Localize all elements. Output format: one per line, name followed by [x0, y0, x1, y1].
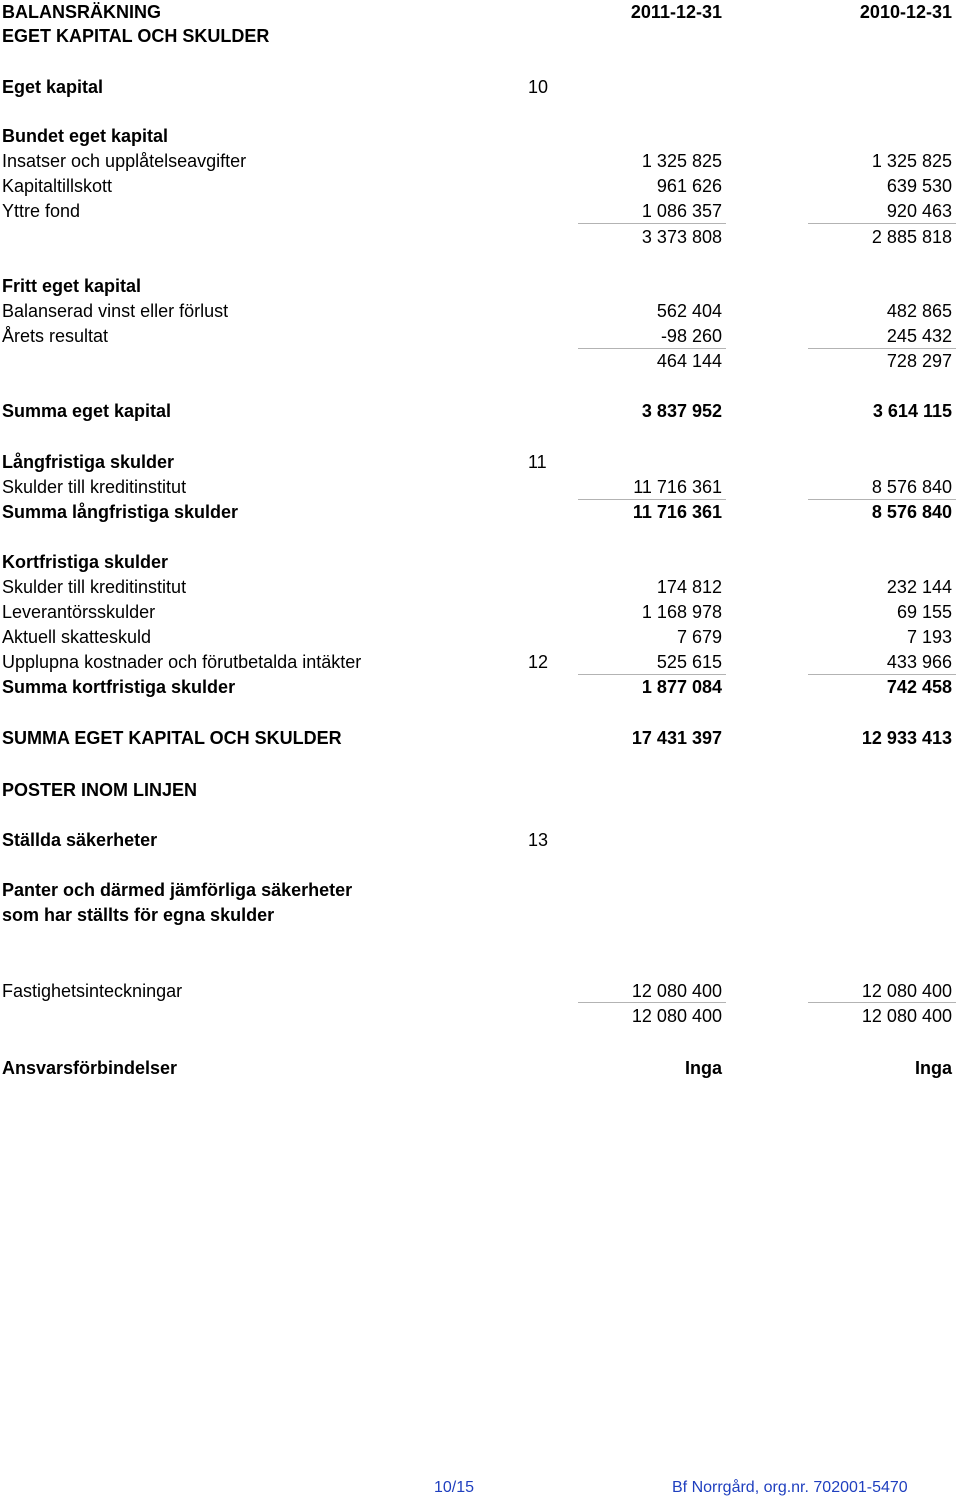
value-2010: 12 933 413 [861, 728, 952, 748]
underline [808, 348, 956, 349]
table-row [0, 299, 960, 324]
table-row [0, 625, 960, 650]
row-label: Bundet eget kapital [2, 126, 169, 146]
row-label: Eget kapital [2, 77, 104, 97]
table-row [0, 1056, 960, 1081]
organization-info: Bf Norrgård, org.nr. 702001-5470 [672, 1479, 908, 1496]
underline [578, 499, 726, 500]
row-label: Yttre fond [2, 201, 81, 221]
value-2010: 8 576 840 [871, 502, 952, 522]
value-2010: 12 080 400 [861, 981, 952, 1001]
value-2010: 920 463 [886, 201, 952, 221]
note-number: 12 [528, 652, 549, 672]
row-label: Årets resultat [2, 326, 109, 346]
row-label: Summa eget kapital [2, 401, 172, 421]
header-row [0, 0, 960, 25]
row-label: Fritt eget kapital [2, 276, 142, 296]
underline [578, 348, 726, 349]
row-label: Kortfristiga skulder [2, 552, 169, 572]
row-label: Aktuell skatteskuld [2, 627, 152, 647]
subtotal-row [0, 225, 960, 250]
row-label: Ansvarsförbindelser [2, 1058, 178, 1078]
table-row [0, 828, 960, 853]
value-2011: 1 086 357 [641, 201, 722, 221]
column-header-2011: 2011-12-31 [630, 2, 722, 22]
table-row [0, 75, 960, 100]
value-2011: 1 168 978 [641, 602, 722, 622]
value-2011: 12 080 400 [631, 1006, 722, 1026]
row-label: Balanserad vinst eller förlust [2, 301, 229, 321]
value-2011: 1 877 084 [641, 677, 722, 697]
value-2010: 12 080 400 [861, 1006, 952, 1026]
row-label: Panter och därmed jämförliga säkerheter [2, 880, 353, 900]
underline [578, 674, 726, 675]
table-row [0, 324, 960, 349]
row-label: Leverantörsskulder [2, 602, 156, 622]
underline [808, 1002, 956, 1003]
value-2010: 2 885 818 [871, 227, 952, 247]
underline [808, 674, 956, 675]
row-label: POSTER INOM LINJEN [2, 780, 198, 800]
value-2011: 11 716 361 [633, 477, 722, 497]
value-2011: 1 325 825 [641, 151, 722, 171]
value-2010: 482 865 [886, 301, 952, 321]
table-row [0, 575, 960, 600]
row-label: Insatser och upplåtelseavgifter [2, 151, 247, 171]
note-number: 13 [528, 830, 549, 850]
value-2010: 7 193 [906, 627, 952, 647]
row-label: SUMMA EGET KAPITAL OCH SKULDER [2, 728, 342, 748]
value-2010: 245 432 [886, 326, 952, 346]
table-row [0, 650, 960, 675]
document-subtitle: EGET KAPITAL OCH SKULDER [2, 26, 270, 46]
value-2011: 562 404 [656, 301, 722, 321]
column-header-2010: 2010-12-31 [859, 2, 952, 22]
value-2011: 7 679 [676, 627, 722, 647]
table-row [0, 550, 960, 575]
table-row [0, 124, 960, 149]
table-row [0, 174, 960, 199]
value-2010: 1 325 825 [871, 151, 952, 171]
row-label: Kapitaltillskott [2, 176, 113, 196]
row-label: Fastighetsinteckningar [2, 981, 183, 1001]
row-label: Summa långfristiga skulder [2, 502, 239, 522]
value-2010: 232 144 [886, 577, 952, 597]
value-2011: 174 812 [656, 577, 722, 597]
total-row [0, 675, 960, 700]
section-heading [0, 878, 960, 903]
value-2010: 728 297 [886, 351, 952, 371]
subtotal-row [0, 1004, 960, 1029]
row-label: Ställda säkerheter [2, 830, 158, 850]
table-row [0, 475, 960, 500]
total-row [0, 500, 960, 525]
row-label: Upplupna kostnader och förutbetalda intäkter [2, 652, 362, 672]
row-label: Skulder till kreditinstitut [2, 477, 187, 497]
underline [578, 1002, 726, 1003]
value-2010: 742 458 [886, 677, 952, 697]
value-2011: 12 080 400 [631, 981, 722, 1001]
row-label: Skulder till kreditinstitut [2, 577, 187, 597]
table-row [0, 600, 960, 625]
subtitle-row [0, 24, 960, 49]
table-row [0, 274, 960, 299]
value-2011: 525 615 [656, 652, 722, 672]
table-row [0, 979, 960, 1004]
note-number: 10 [528, 77, 549, 97]
document-title: BALANSRÄKNING [2, 2, 161, 22]
value-2011: 11 716 361 [632, 502, 722, 522]
subtotal-row [0, 349, 960, 374]
value-2010: 433 966 [886, 652, 952, 672]
value-2010: 69 155 [896, 602, 952, 622]
grand-total-row [0, 726, 960, 751]
section-heading [0, 903, 960, 928]
value-2011: 17 431 397 [631, 728, 722, 748]
value-2010: 3 614 115 [872, 401, 952, 421]
table-row [0, 450, 960, 475]
underline [578, 223, 726, 224]
table-row [0, 199, 960, 224]
value-2010: Inga [914, 1058, 952, 1078]
value-2011: -98 260 [660, 326, 722, 346]
value-2010: 8 576 840 [871, 477, 952, 497]
value-2011: 3 837 952 [641, 401, 722, 421]
table-row [0, 149, 960, 174]
row-label: Långfristiga skulder [2, 452, 175, 472]
row-label: Summa kortfristiga skulder [2, 677, 236, 697]
page-number: 10/15 [434, 1479, 475, 1496]
value-2011: 961 626 [656, 176, 722, 196]
value-2011: Inga [684, 1058, 722, 1078]
total-row [0, 399, 960, 424]
value-2011: 3 373 808 [641, 227, 722, 247]
value-2011: 464 144 [656, 351, 722, 371]
row-label: som har ställts för egna skulder [2, 905, 275, 925]
value-2010: 639 530 [886, 176, 952, 196]
section-heading [0, 778, 960, 803]
underline [808, 499, 956, 500]
note-number: 11 [528, 452, 547, 472]
underline [808, 223, 956, 224]
